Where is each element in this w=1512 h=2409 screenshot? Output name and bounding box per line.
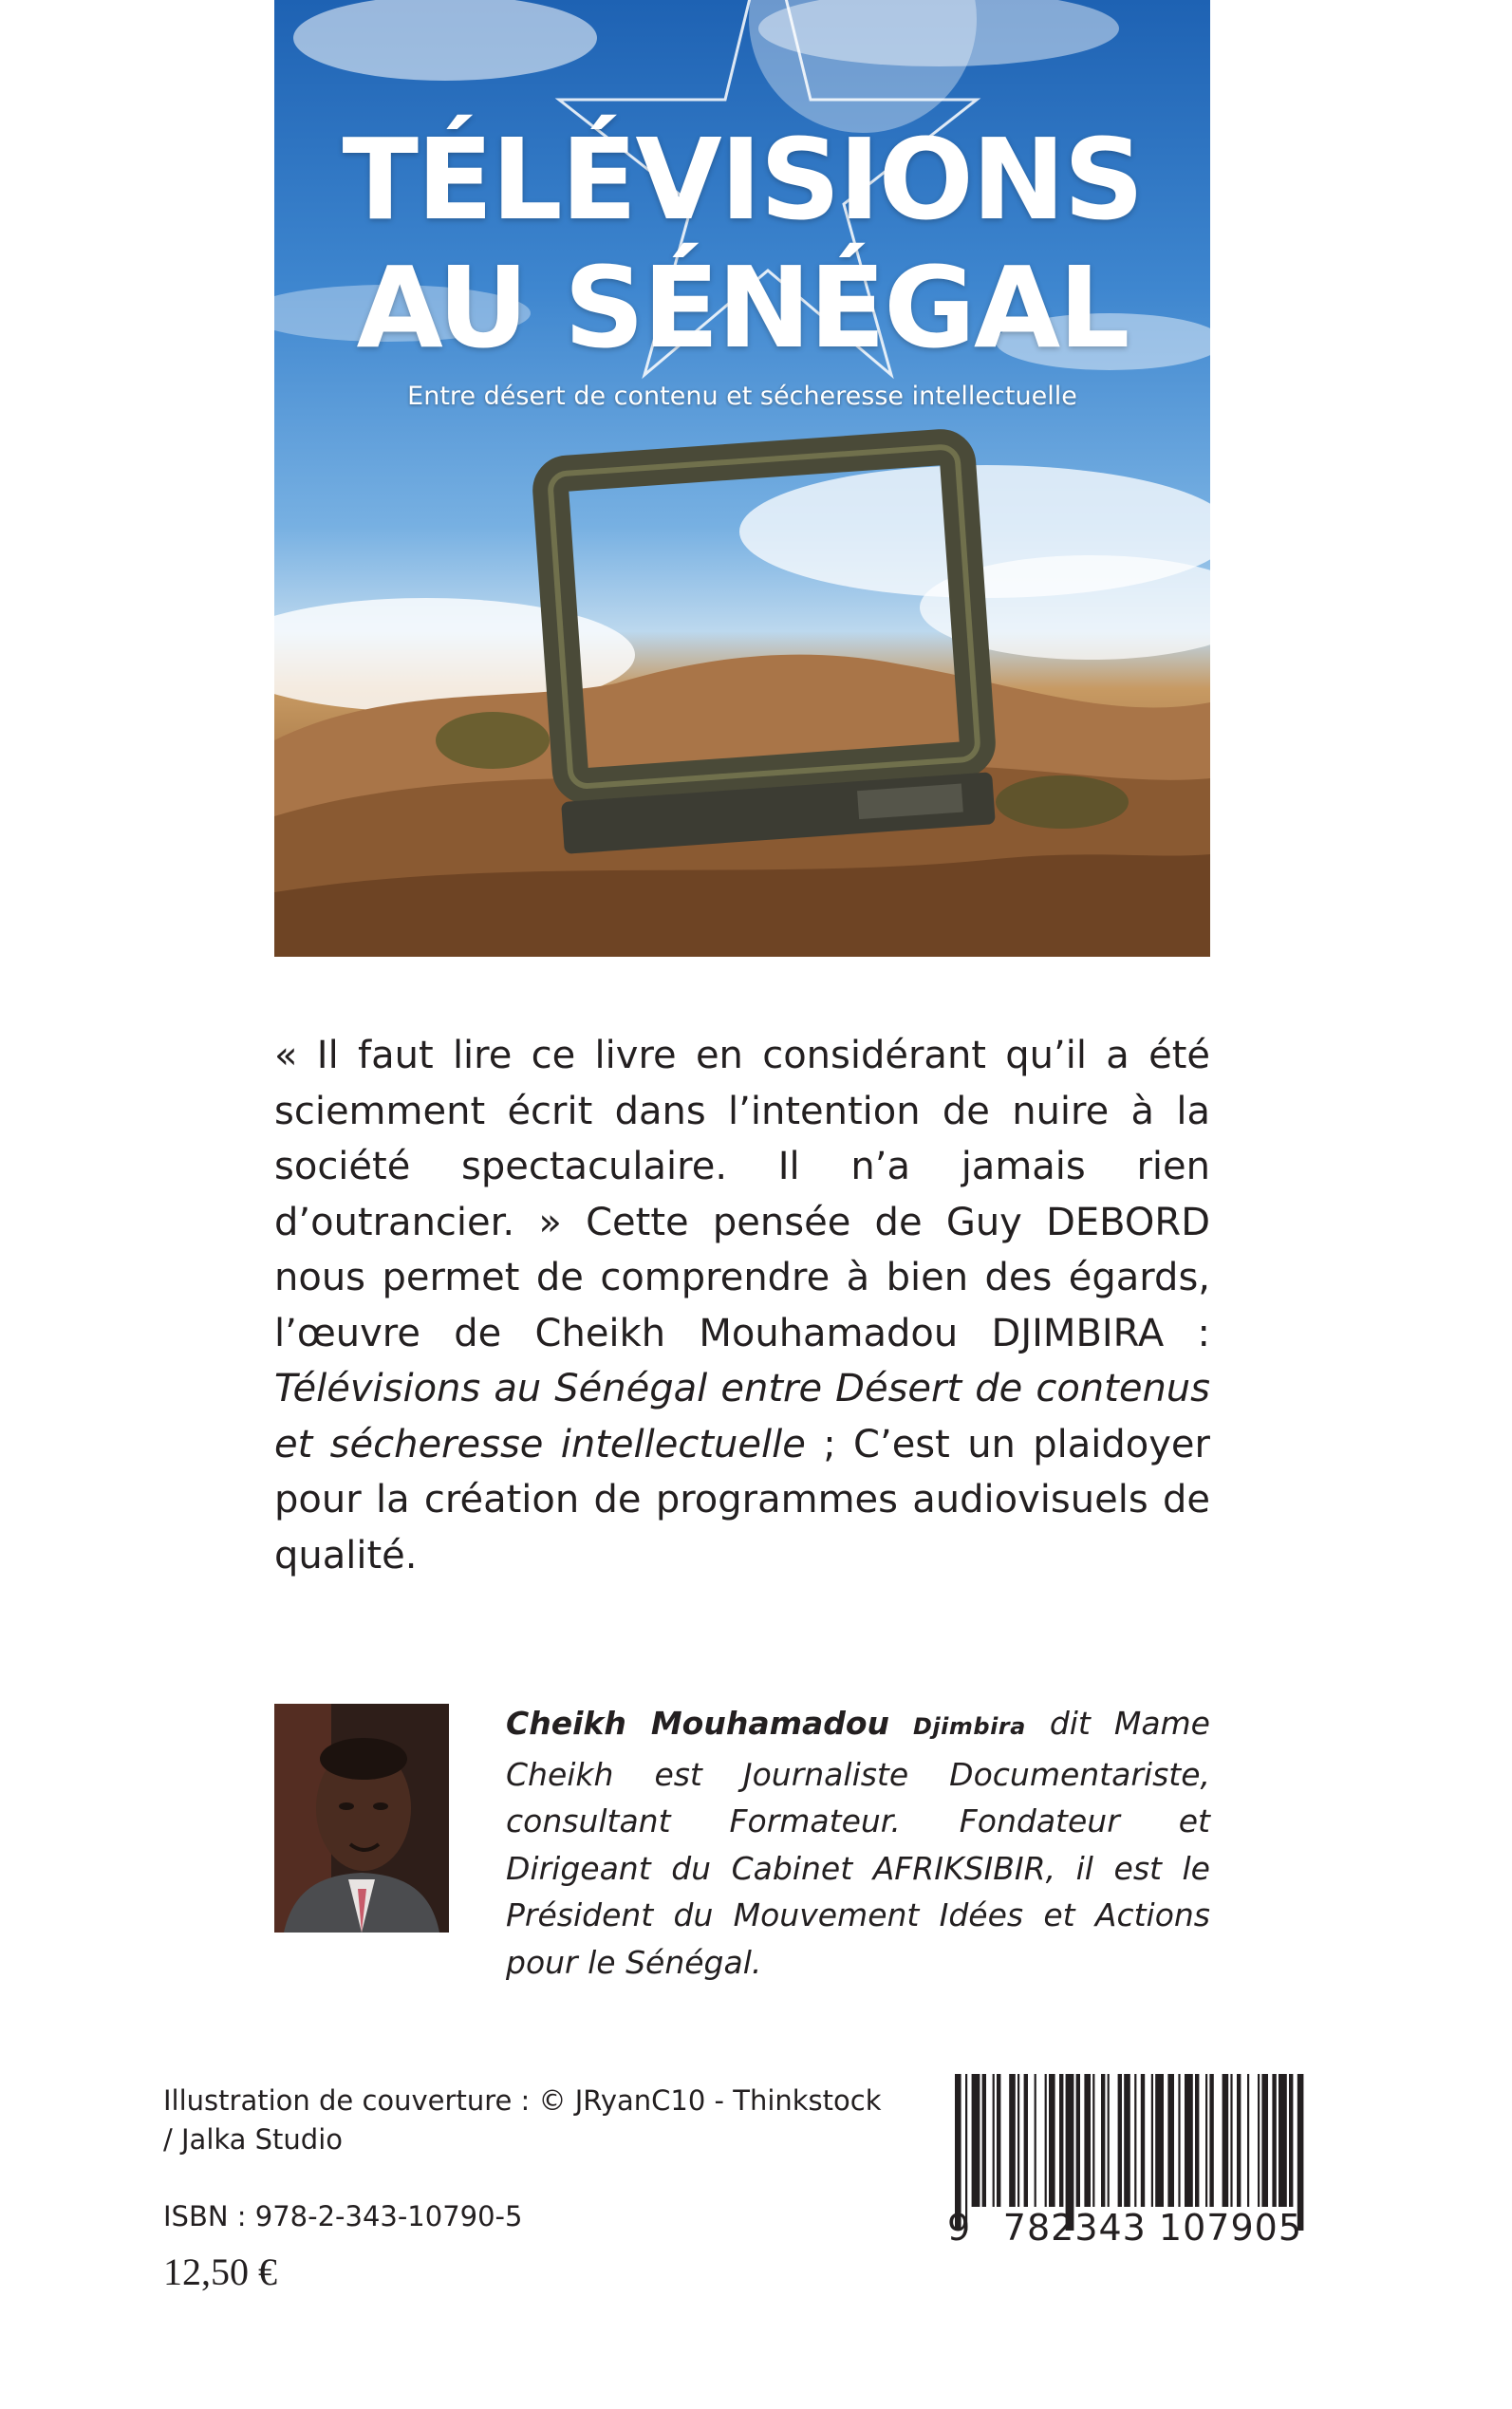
barcode-bar: [1049, 2074, 1055, 2207]
author-photo: [274, 1704, 449, 1933]
barcode-bar: [1272, 2074, 1276, 2207]
barcode-bar: [1076, 2074, 1080, 2207]
author-bio-text: dit Mame Cheikh est Journaliste Documentariste, consultant Formateur. Fondateur et Dirigeant du Cabinet AFRIKSIBIR, il est le Président du Mouvement Idées et Actions pour le Sénégal.: [506, 1705, 1210, 1981]
blurb-italic-title: Télévisions au Sénégal entre Désert de contenus et sécheresse intellectuelle: [274, 1367, 1210, 1466]
barcode-bar: [1151, 2074, 1153, 2207]
barcode-bar: [1024, 2074, 1028, 2207]
barcode-bar: [1195, 2074, 1199, 2207]
cover-illustration: [274, 0, 1210, 957]
barcode-bar: [1084, 2074, 1091, 2207]
author-biography: [506, 1700, 1210, 1986]
back-cover-blurb: [274, 1028, 1210, 1583]
barcode-bar: [1185, 2074, 1193, 2207]
barcode-bar: [982, 2074, 986, 2207]
barcode-bar: [1101, 2074, 1105, 2207]
barcode-bar: [1209, 2074, 1213, 2207]
barcode-bar: [1045, 2074, 1047, 2207]
barcode-bar: [1289, 2074, 1293, 2207]
barcode-bar: [1279, 2074, 1287, 2207]
barcode-first-digit: 9: [947, 2207, 971, 2249]
barcode-bar: [1261, 2074, 1268, 2207]
barcode-bar: [1118, 2074, 1122, 2207]
price: 12,50 €: [163, 2250, 277, 2293]
barcode-bar: [1178, 2074, 1180, 2207]
author-name: Cheikh Mouhamadou: [506, 1705, 890, 1742]
barcode-bar: [1017, 2074, 1019, 2207]
barcode-bar: [1134, 2074, 1136, 2207]
book-title-line2: AU SÉNÉGAL: [356, 242, 1129, 373]
barcode-bar: [1092, 2074, 1094, 2207]
barcode-bar: [1059, 2074, 1063, 2207]
book-title-line1: TÉLÉVISIONS: [342, 114, 1143, 245]
isbn: ISBN : 978-2-343-10790-5: [163, 2200, 523, 2232]
barcode-bar: [1108, 2074, 1110, 2207]
blurb-text-end: ; C’est un plaidoyer pour la création de programmes audiovisuels de qualité.: [274, 1422, 1210, 1578]
barcode-bar: [997, 2074, 1000, 2207]
barcode-bar: [1167, 2074, 1174, 2207]
barcode-bar: [1237, 2074, 1241, 2207]
illustration-credit: Illustration de couverture : © JRyanC10 - Thinkstock / Jalka Studio: [163, 2084, 882, 2156]
barcode-bar: [972, 2074, 980, 2207]
barcode-bar: [993, 2074, 995, 2207]
barcode-bar: [1155, 2074, 1164, 2207]
barcode-bar: [1258, 2074, 1260, 2207]
barcode-bar: [1230, 2074, 1232, 2207]
author-portrait: [274, 1704, 449, 1933]
barcode-bar: [1009, 2074, 1016, 2207]
blurb-text: « Il faut lire ce livre en considérant qu’il a été sciemment écrit dans l’intention de nuire à la société spectaculaire. Il n’a jamais rien d’outrancier. » Cette pensée de Guy DEBORD nous permet de comprendre à bien des égards, l’œuvre de Cheikh Mouhamadou DJIMBIRA :: [274, 1034, 1210, 1355]
author-surname: Djimbira: [913, 1713, 1026, 1740]
barcode-bar: [1124, 2074, 1130, 2207]
barcode-bar: [1035, 2074, 1036, 2207]
book-subtitle: Entre désert de contenu et sécheresse intellectuelle: [407, 382, 1077, 411]
barcode-bar: [1247, 2074, 1249, 2207]
barcode-digits: 782343 107905: [1002, 2207, 1302, 2249]
barcode-bar: [1223, 2074, 1229, 2207]
barcode-bar: [1205, 2074, 1207, 2207]
barcode-bar: [1141, 2074, 1145, 2207]
